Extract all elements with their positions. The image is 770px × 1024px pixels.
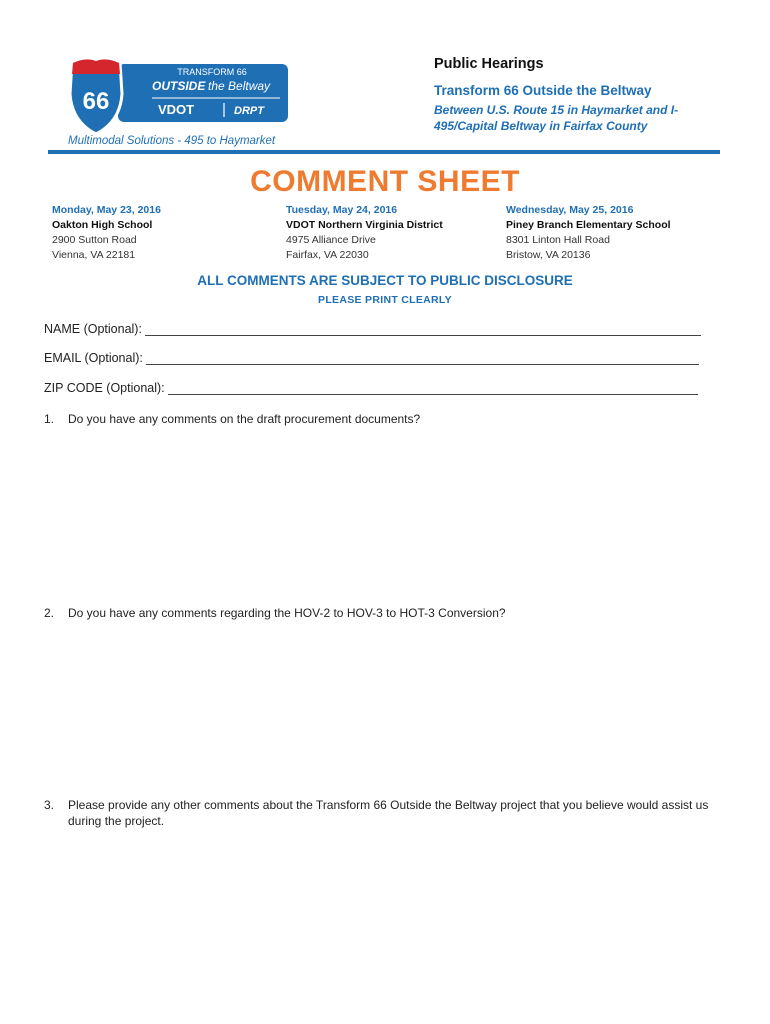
hearing-venue: Piney Branch Elementary School — [506, 219, 671, 231]
print-clearly-note: PLEASE PRINT CLEARLY — [318, 294, 452, 306]
question-text: Do you have any comments regarding the HOV-2 to HOV-3 to HOT-3 Conversion? — [68, 606, 506, 620]
zip-input-line[interactable] — [168, 383, 698, 395]
hearing-address-line1: 2900 Sutton Road — [52, 234, 137, 246]
vdot-logo: VDOT — [158, 102, 195, 117]
question-number: 3. — [44, 798, 55, 812]
email-field — [44, 351, 699, 365]
hearing-date: Wednesday, May 25, 2016 — [506, 204, 634, 216]
email-label: EMAIL (Optional): — [44, 351, 143, 365]
header-kicker: Public Hearings — [434, 56, 544, 72]
hearing-2 — [286, 203, 486, 262]
zip-label: ZIP CODE (Optional): — [44, 381, 165, 395]
question-text: Please provide any other comments about the Transform 66 Outside the Beltway project that you believe would assist us during the project. — [68, 798, 709, 828]
hearing-date: Tuesday, May 24, 2016 — [286, 204, 398, 216]
header-subtitle: Between U.S. Route 15 in Haymarket and I-495/Capital Beltway in Fairfax County — [434, 103, 679, 133]
question-2 — [44, 605, 744, 621]
logo-line2-rest: the Beltway — [208, 79, 271, 93]
hearing-venue: Oakton High School — [52, 219, 153, 231]
hearing-address-line1: 8301 Linton Hall Road — [506, 234, 610, 246]
email-input-line[interactable] — [146, 353, 699, 365]
question-number: 2. — [44, 606, 55, 620]
hearing-address-line1: 4975 Alliance Drive — [286, 234, 376, 246]
question-text: Do you have any comments on the draft procurement documents? — [68, 412, 421, 426]
document-header — [434, 56, 754, 134]
hearing-address-line2: Bristow, VA 20136 — [506, 249, 591, 261]
zip-field — [44, 381, 698, 395]
name-input-line[interactable] — [145, 324, 701, 336]
hearing-venue: VDOT Northern Virginia District — [286, 219, 443, 231]
name-label: NAME (Optional): — [44, 322, 142, 336]
question-1 — [44, 411, 744, 427]
hearing-address-line2: Fairfax, VA 22030 — [286, 249, 369, 261]
hearing-3 — [506, 203, 736, 262]
logo-tagline: Multimodal Solutions - 495 to Haymarket — [68, 135, 276, 147]
sheet-title: COMMENT SHEET — [250, 165, 520, 198]
logo-line2-bold: OUTSIDE — [152, 79, 206, 93]
hearing-1 — [52, 203, 252, 262]
drpt-logo: DRPT — [234, 105, 264, 117]
disclosure-notice: ALL COMMENTS ARE SUBJECT TO PUBLIC DISCLOSURE — [197, 273, 573, 288]
name-field — [44, 322, 701, 336]
logo-line1: TRANSFORM 66 — [177, 67, 247, 77]
header-title: Transform 66 Outside the Beltway — [434, 83, 652, 98]
logo-graphic — [66, 54, 296, 144]
hearing-date: Monday, May 23, 2016 — [52, 204, 161, 216]
question-3 — [44, 797, 744, 829]
header-divider — [48, 150, 720, 154]
shield-number: 66 — [82, 88, 110, 115]
hearing-address-line2: Vienna, VA 22181 — [52, 249, 136, 261]
question-number: 1. — [44, 412, 55, 426]
